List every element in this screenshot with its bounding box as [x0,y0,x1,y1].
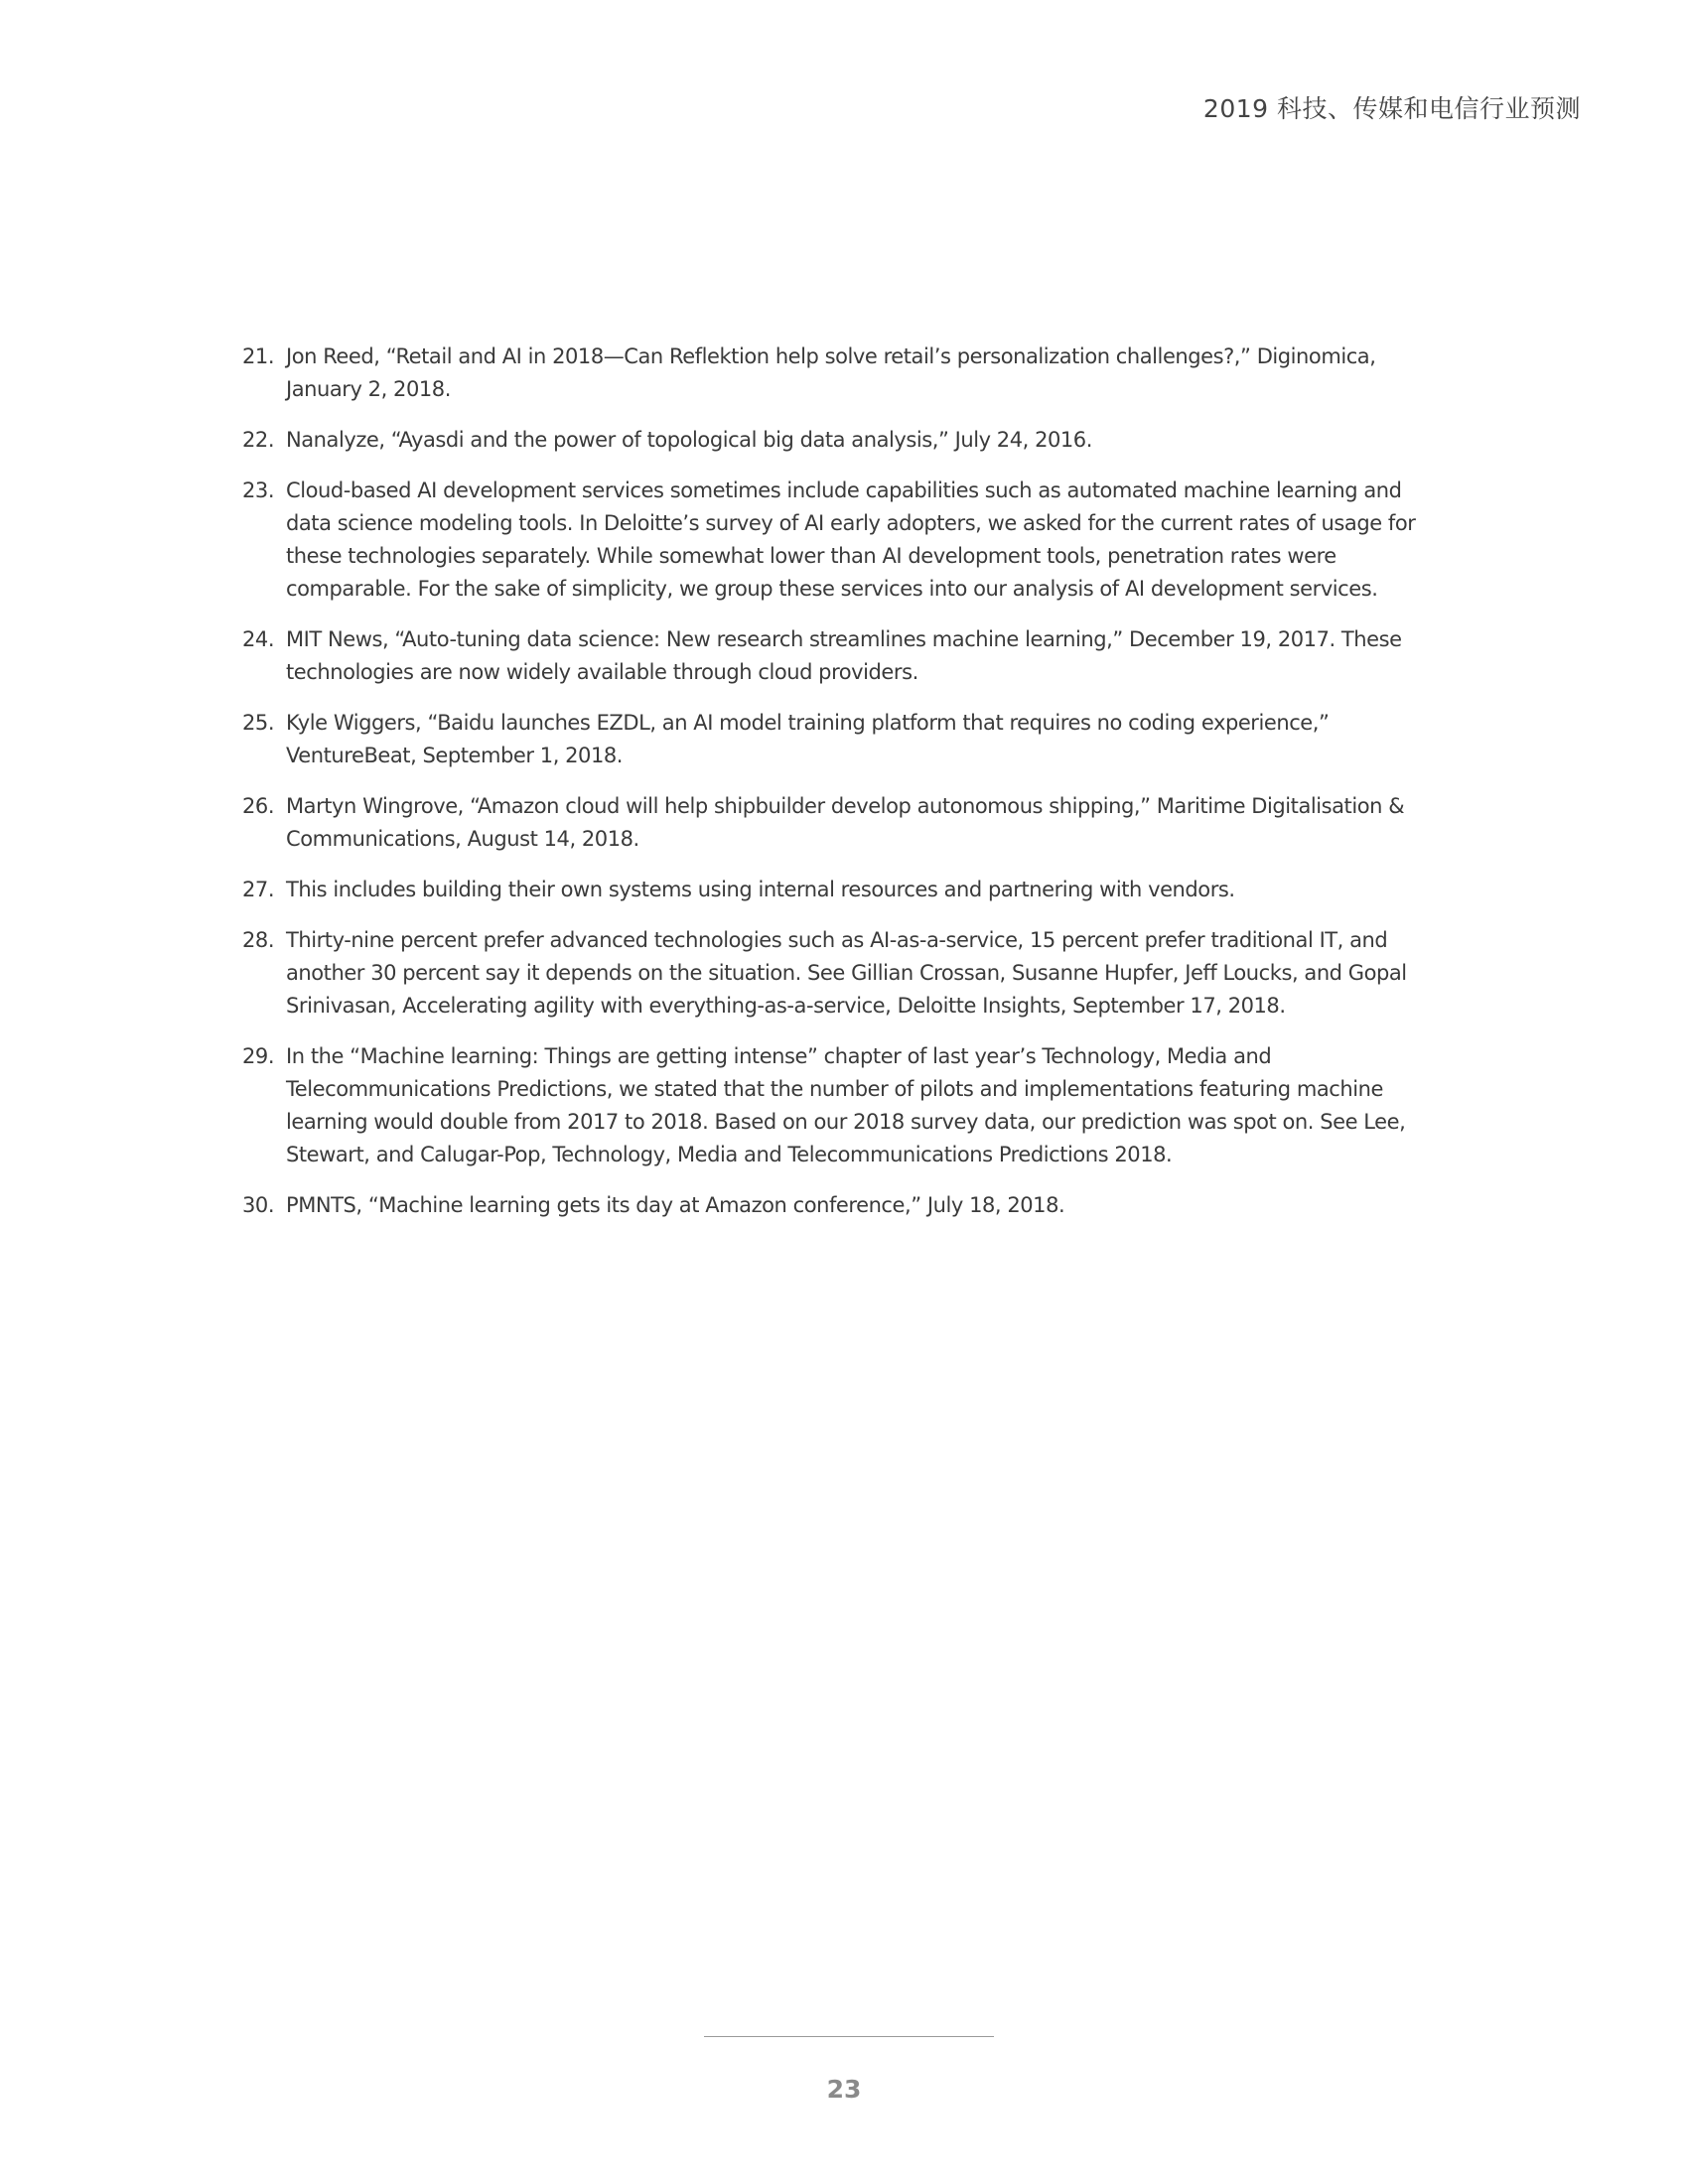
endnote-22 [242,424,1444,457]
endnote-text: PMNTS, “Machine learning gets its day at Amazon conference,” July 18, 2018. [286,1193,1065,1217]
endnote-number: 30. [242,1193,275,1217]
endnote-28 [242,924,1444,1023]
endnote-text: Kyle Wiggers, “Baidu launches EZDL, an AI model training platform that requires no coding experience,” VentureBeat, September 1, 2018. [286,711,1330,767]
running-header: 2019 科技、传媒和电信行业预测 [1202,94,1581,123]
endnote-number: 21. [242,344,275,368]
endnote-30 [242,1189,1444,1222]
endnote-number: 23. [242,478,275,502]
endnote-text: Nanalyze, “Ayasdi and the power of topological big data analysis,” July 24, 2016. [286,428,1092,452]
endnote-23 [242,475,1444,606]
endnote-21 [242,341,1444,406]
endnote-text: Thirty-nine percent prefer advanced technologies such as AI-as-a-service, 15 percent prefer traditional IT, and another 30 percent say it depends on the situation. See Gillian Crossan, Susanne Hupfer, Jeff Loucks, and Gopal Srinivasan, Accelerating agility with everything-as-a-service, Deloitte Insights, September 17, 2018. [286,928,1407,1018]
endnote-25 [242,707,1444,772]
page-number: 23 [826,2075,862,2104]
endnote-number: 25. [242,711,275,735]
endnote-number: 26. [242,794,275,818]
endnote-number: 27. [242,878,275,901]
endnote-text: Jon Reed, “Retail and AI in 2018—Can Reflektion help solve retail’s personalization challenges?,” Diginomica, January 2, 2018. [286,344,1376,401]
endnote-24 [242,623,1444,689]
endnote-26 [242,790,1444,856]
endnote-number: 22. [242,428,275,452]
endnotes-list [242,341,1444,1240]
endnote-number: 29. [242,1044,275,1068]
endnote-text: This includes building their own systems using internal resources and partnering with vendors. [286,878,1235,901]
endnote-text: Martyn Wingrove, “Amazon cloud will help shipbuilder develop autonomous shipping,” Maritime Digitalisation & Communications, August 14, 2018. [286,794,1405,851]
endnote-27 [242,874,1444,906]
footer-divider [704,2036,994,2037]
endnote-text: In the “Machine learning: Things are getting intense” chapter of last year’s Technology, Media and Telecommunications Predictions, we stated that the number of pilots and implementations featuring machine learning would double from 2017 to 2018. Based on our 2018 survey data, our prediction was spot on. See Lee, Stewart, and Calugar-Pop, Technology, Media and Telecommunications Predictions 2018. [286,1044,1406,1166]
endnote-text: Cloud-based AI development services sometimes include capabilities such as automated machine learning and data science modeling tools. In Deloitte’s survey of AI early adopters, we asked for the current rates of usage for these technologies separately. While somewhat lower than AI development tools, penetration rates were comparable. For the sake of simplicity, we group these services into our analysis of AI development services. [286,478,1416,601]
endnote-29 [242,1040,1444,1171]
endnote-text: MIT News, “Auto-tuning data science: New research streamlines machine learning,” December 19, 2017. These technologies are now widely available through cloud providers. [286,627,1402,684]
endnote-number: 28. [242,928,275,952]
endnote-number: 24. [242,627,275,651]
